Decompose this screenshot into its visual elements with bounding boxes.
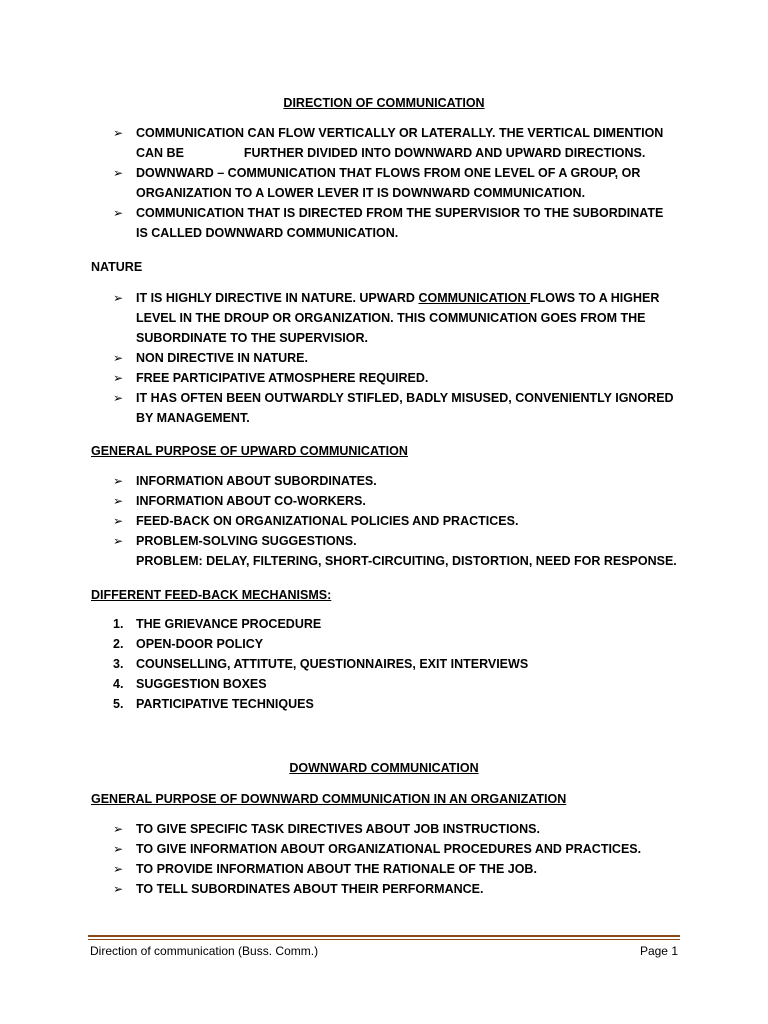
list-item: ➢ INFORMATION ABOUT CO-WORKERS. [113,491,683,511]
footer-page-number: Page 1 [639,944,678,958]
arrow-bullet-icon: ➢ [113,494,124,508]
arrow-bullet-icon: ➢ [113,882,124,896]
list-item: 4. SUGGESTION BOXES [113,677,267,691]
list-item: ➢ COMMUNICATION CAN FLOW VERTICALLY OR LATERALLY. THE VERTICAL DIMENTION CAN BE FURTHER DIVIDED INTO DOWNWARD AND UPWARD DIRECTIONS. [113,123,683,163]
downward-list [113,819,683,899]
list-item: ➢ DOWNWARD – COMMUNICATION THAT FLOWS FROM ONE LEVEL OF A GROUP, OR ORGANIZATION TO A LOWER LEVER IT IS DOWNWARD COMMUNICATION. [113,163,683,203]
arrow-bullet-icon: ➢ [113,371,124,385]
list-item: ➢ PROBLEM-SOLVING SUGGESTIONS. [113,531,683,551]
list-item: 1. THE GRIEVANCE PROCEDURE [113,617,322,631]
upward-heading: GENERAL PURPOSE OF UPWARD COMMUNICATION [91,444,408,458]
arrow-bullet-icon: ➢ [113,291,124,305]
list-item: 5. PARTICIPATIVE TECHNIQUES [113,697,314,711]
nature-list [113,288,683,428]
page-title: DIRECTION OF COMMUNICATION [283,96,485,110]
list-item: ➢ NON DIRECTIVE IN NATURE. [113,348,683,368]
list-item: ➢ FREE PARTICIPATIVE ATMOSPHERE REQUIRED. [113,368,683,388]
problem-note: PROBLEM: DELAY, FILTERING, SHORT-CIRCUITING, DISTORTION, NEED FOR RESPONSE. [136,554,677,568]
list-item: ➢ FEED-BACK ON ORGANIZATIONAL POLICIES AND PRACTICES. [113,511,683,531]
arrow-bullet-icon: ➢ [113,474,124,488]
downward-title: DOWNWARD COMMUNICATION [289,761,479,775]
list-item: ➢ TO PROVIDE INFORMATION ABOUT THE RATIONALE OF THE JOB. [113,859,683,879]
arrow-bullet-icon: ➢ [113,862,124,876]
downward-heading: GENERAL PURPOSE OF DOWNWARD COMMUNICATION IN AN ORGANIZATION [91,792,567,806]
footer-rule-thin [88,939,680,940]
arrow-bullet-icon: ➢ [113,126,124,140]
arrow-bullet-icon: ➢ [113,391,124,405]
nature-heading: NATURE [91,260,143,274]
list-item: ➢ TO GIVE INFORMATION ABOUT ORGANIZATIONAL PROCEDURES AND PRACTICES. [113,839,683,859]
list-item: ➢ TO GIVE SPECIFIC TASK DIRECTIVES ABOUT JOB INSTRUCTIONS. [113,819,683,839]
communication-link[interactable]: COMMUNICATION [418,291,530,305]
arrow-bullet-icon: ➢ [113,534,124,548]
arrow-bullet-icon: ➢ [113,822,124,836]
feedback-list [113,614,683,714]
list-item: ➢ COMMUNICATION THAT IS DIRECTED FROM THE SUPERVISIOR TO THE SUBORDINATE IS CALLED DOWNWARD COMMUNICATION. [113,203,683,243]
footer-rule [88,935,680,937]
intro-list [113,123,683,243]
upward-list [113,471,683,571]
list-item: 3. COUNSELLING, ATTITUTE, QUESTIONNAIRES, EXIT INTERVIEWS [113,657,529,671]
list-item: 2. OPEN-DOOR POLICY [113,637,264,651]
arrow-bullet-icon: ➢ [113,514,124,528]
footer-document-title: Direction of communication (Buss. Comm.) [90,944,319,958]
arrow-bullet-icon: ➢ [113,166,124,180]
list-item: ➢ INFORMATION ABOUT SUBORDINATES. [113,471,683,491]
arrow-bullet-icon: ➢ [113,206,124,220]
arrow-bullet-icon: ➢ [113,351,124,365]
arrow-bullet-icon: ➢ [113,842,124,856]
list-item: ➢ IT IS HIGHLY DIRECTIVE IN NATURE. UPWARD COMMUNICATION FLOWS TO A HIGHER LEVEL IN THE DROUP OR ORGANIZATION. THIS COMMUNICATION GOES FROM THE SUBORDINATE TO THE SUPERVISIOR. [113,288,683,348]
list-item: ➢ IT HAS OFTEN BEEN OUTWARDLY STIFLED, BADLY MISUSED, CONVENIENTLY IGNORED BY MANAGEMENT. [113,388,683,428]
list-item: ➢ TO TELL SUBORDINATES ABOUT THEIR PERFORMANCE. [113,879,683,899]
feedback-heading: DIFFERENT FEED-BACK MECHANISMS: [91,588,332,602]
